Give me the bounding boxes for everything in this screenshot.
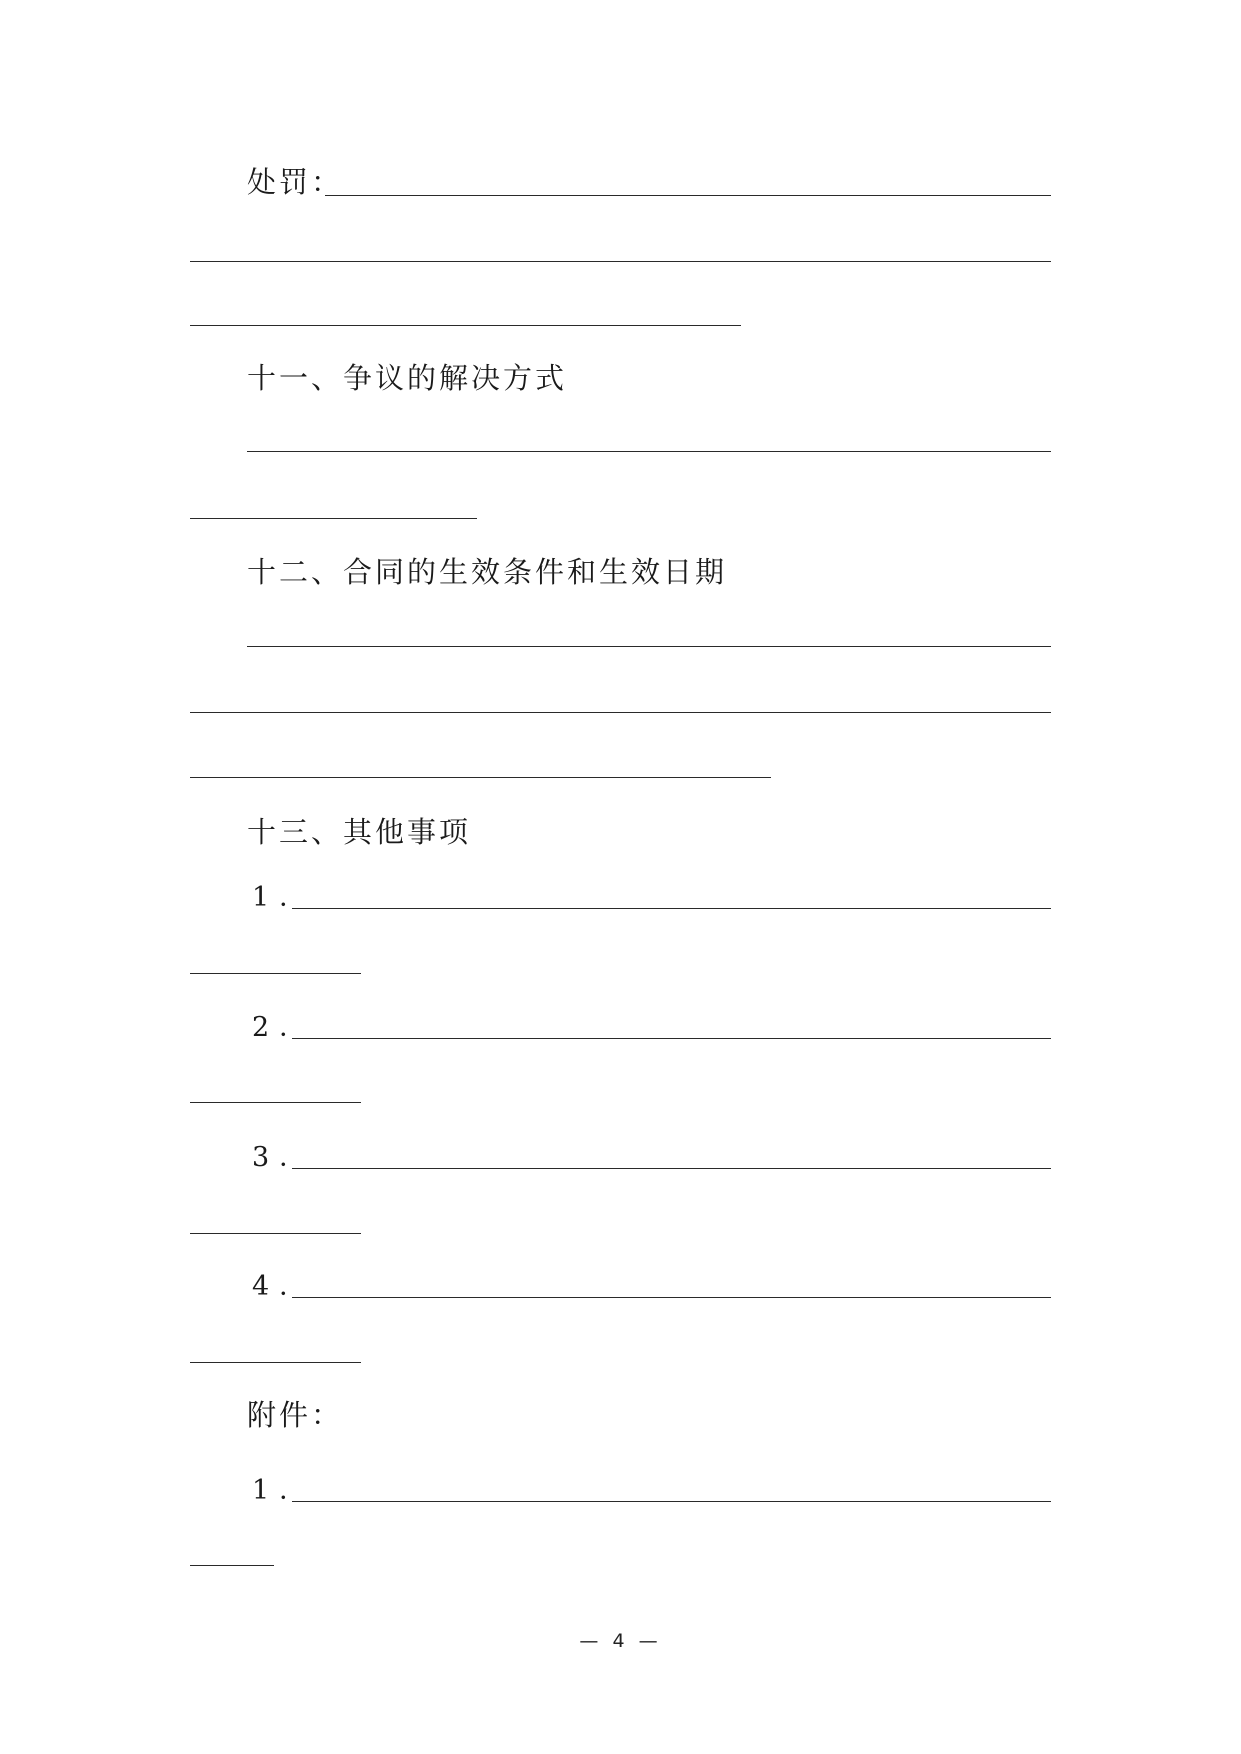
page-number: — 4 — xyxy=(579,1630,662,1652)
section-13-item-4-line-1 xyxy=(292,1297,1051,1298)
section-11-blank-line-2 xyxy=(190,518,477,519)
section-13-item-3-line-1 xyxy=(292,1168,1051,1169)
attachment-item-1-number: 1． xyxy=(252,1475,317,1506)
penalty-blank-line-3 xyxy=(190,325,741,326)
penalty-label: 处罚： xyxy=(247,165,344,199)
section-13-item-2-line-2 xyxy=(190,1102,361,1103)
section-13-item-4-line-2 xyxy=(190,1362,361,1363)
attachment-item-1-line-1 xyxy=(292,1501,1051,1502)
attachment-item-1-line-2 xyxy=(190,1565,274,1566)
attachments-label: 附件： xyxy=(247,1398,344,1432)
section-11-blank-line-1 xyxy=(247,451,1051,452)
section-13-item-1-line-2 xyxy=(190,973,361,974)
section-13-item-2-line-1 xyxy=(292,1038,1051,1039)
section-12-heading: 十二、合同的生效条件和生效日期 xyxy=(247,555,728,589)
section-13-item-1-number: 1． xyxy=(252,882,317,913)
section-12-blank-line-3 xyxy=(190,777,771,778)
section-13-item-1-line-1 xyxy=(292,908,1051,909)
section-13-heading: 十三、其他事项 xyxy=(247,815,472,849)
section-13-item-4-number: 4． xyxy=(252,1271,317,1302)
section-13-item-2-number: 2． xyxy=(252,1012,317,1043)
penalty-blank-line-1 xyxy=(325,195,1051,196)
section-13-item-3-line-2 xyxy=(190,1233,361,1234)
penalty-blank-line-2 xyxy=(190,261,1051,262)
section-11-heading: 十一、争议的解决方式 xyxy=(247,361,568,395)
section-12-blank-line-2 xyxy=(190,712,1051,713)
section-13-item-3-number: 3． xyxy=(252,1142,317,1173)
section-12-blank-line-1 xyxy=(247,646,1051,647)
